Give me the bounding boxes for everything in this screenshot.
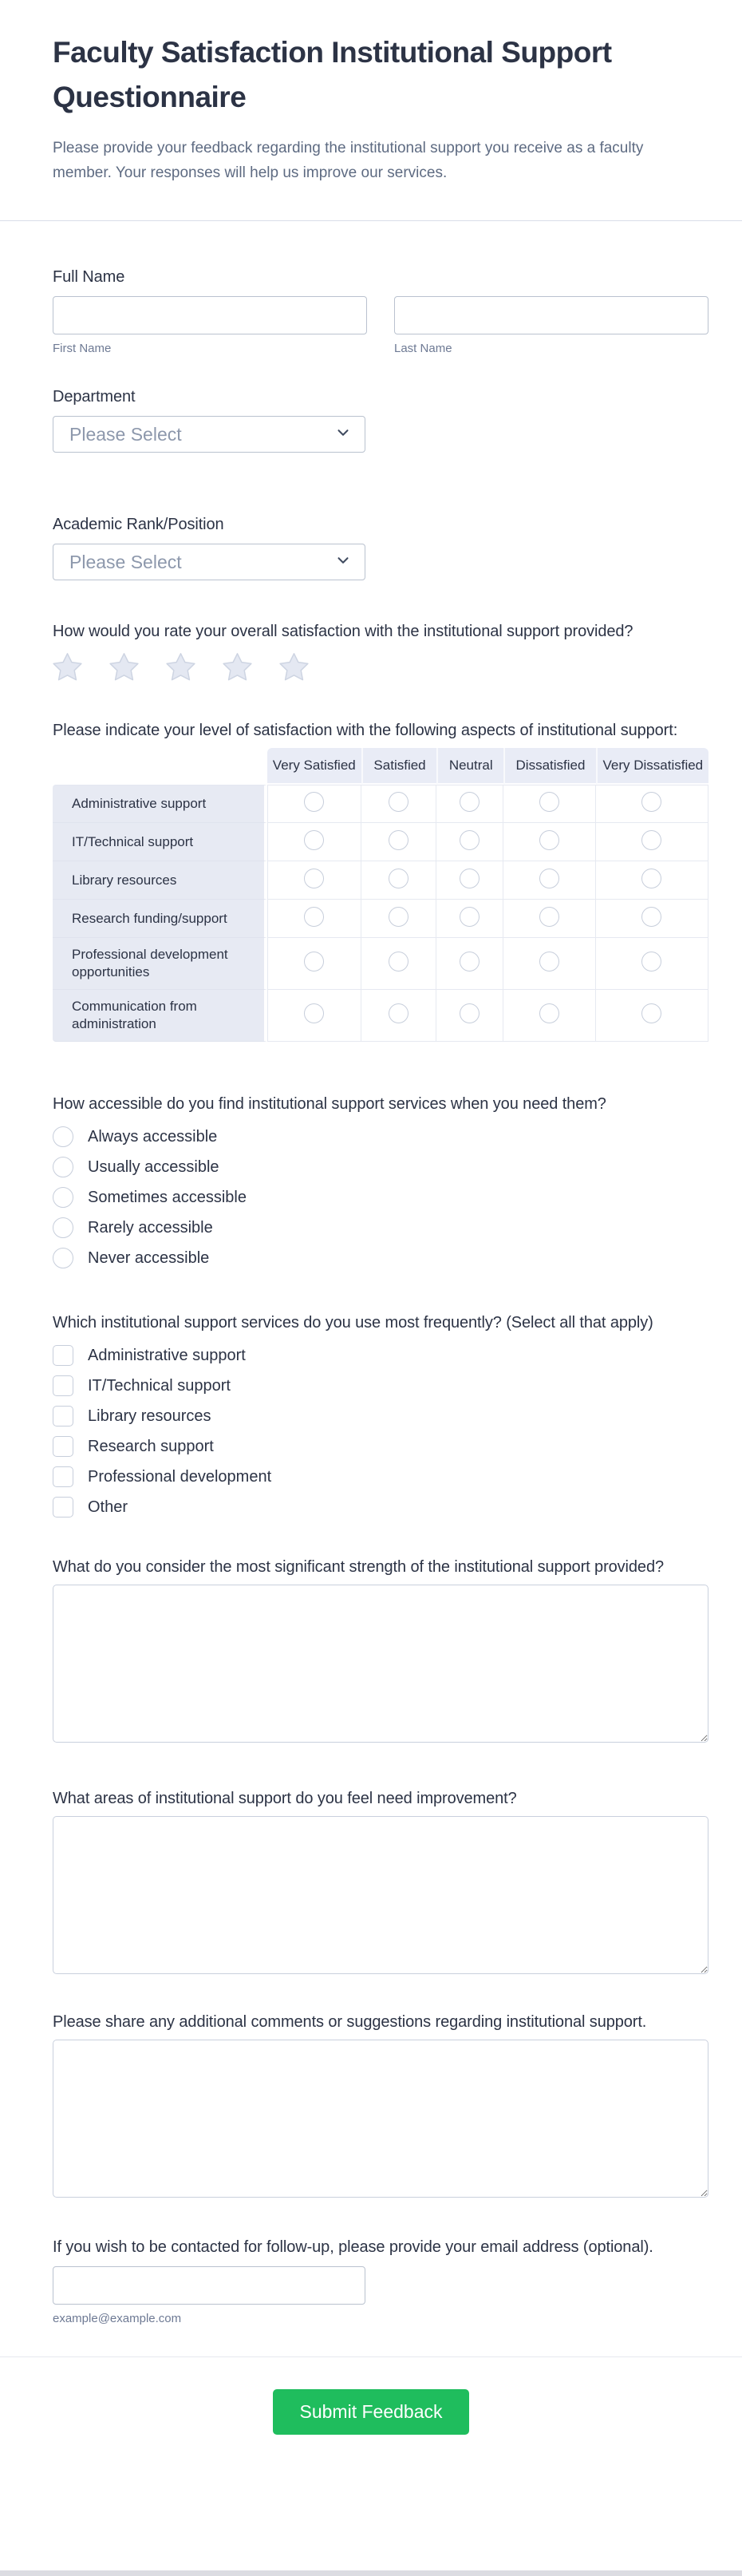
radio-icon[interactable]: [641, 907, 661, 927]
question-comments: [53, 2011, 707, 2198]
radio-icon[interactable]: [539, 869, 559, 888]
list-item[interactable]: [53, 1492, 707, 1522]
checkbox-icon[interactable]: [53, 1345, 73, 1366]
matrix-column-header: Dissatisfied: [503, 748, 595, 785]
radio-icon[interactable]: [460, 830, 480, 850]
radio-icon[interactable]: [53, 1217, 73, 1238]
matrix-corner-cell: [53, 748, 267, 785]
table-row: [53, 900, 708, 938]
satisfaction-matrix-table: [53, 748, 708, 1042]
radio-icon[interactable]: [389, 830, 408, 850]
academic-rank-label: Academic Rank/Position: [53, 516, 224, 533]
radio-icon[interactable]: [641, 830, 661, 850]
matrix-radio-cell[interactable]: [267, 785, 361, 823]
option-label[interactable]: Research support: [88, 1437, 214, 1455]
last-name-column: [394, 296, 708, 357]
table-row: [53, 785, 708, 823]
matrix-row-label: Communication from administration: [53, 990, 267, 1042]
checkbox-icon[interactable]: [53, 1375, 73, 1396]
matrix-radio-cell[interactable]: [436, 861, 503, 900]
email-sublabel: example@example.com: [53, 2312, 182, 2325]
matrix-radio-cell[interactable]: [596, 823, 708, 861]
radio-icon[interactable]: [389, 869, 408, 888]
matrix-radio-cell[interactable]: [436, 900, 503, 938]
radio-icon[interactable]: [539, 907, 559, 927]
question-satisfaction-matrix: [53, 719, 707, 1042]
academic-rank-select[interactable]: [53, 544, 365, 580]
email-field[interactable]: [53, 2266, 365, 2305]
matrix-row-label: IT/Technical support: [53, 823, 267, 861]
list-item[interactable]: [53, 1340, 707, 1371]
list-item[interactable]: [53, 1122, 707, 1152]
matrix-radio-cell[interactable]: [596, 990, 708, 1042]
department-label: Department: [53, 388, 136, 406]
form-body: [0, 221, 742, 2327]
matrix-radio-cell[interactable]: [436, 785, 503, 823]
radio-icon[interactable]: [460, 792, 480, 812]
radio-icon[interactable]: [539, 952, 559, 971]
overall-rating-label: How would you rate your overall satisfaction with the institutional support provided?: [53, 623, 633, 640]
radio-icon[interactable]: [539, 830, 559, 850]
radio-icon[interactable]: [460, 1003, 480, 1023]
accessibility-label: How accessible do you find institutional support services when you need them?: [53, 1095, 606, 1113]
form-title: Faculty Satisfaction Institutional Support Questionnaire: [53, 36, 612, 113]
strength-label: What do you consider the most significant strength of the institutional support provided?: [53, 1558, 664, 1576]
option-label[interactable]: Professional development: [88, 1467, 272, 1486]
table-row: [53, 823, 708, 861]
matrix-radio-cell[interactable]: [267, 823, 361, 861]
chevron-down-icon: [334, 552, 352, 573]
matrix-row-label: Library resources: [53, 861, 267, 900]
list-item[interactable]: [53, 1152, 707, 1182]
academic-rank-select-value: Please Select: [69, 551, 182, 572]
satisfaction-matrix-label: Please indicate your level of satisfaction with the following aspects of institutional support:: [53, 722, 678, 739]
radio-icon[interactable]: [304, 907, 324, 927]
table-row: [53, 861, 708, 900]
matrix-radio-cell[interactable]: [361, 861, 436, 900]
option-label[interactable]: Other: [88, 1498, 128, 1516]
radio-icon[interactable]: [53, 1157, 73, 1177]
question-academic-rank: [53, 513, 707, 580]
radio-icon[interactable]: [641, 952, 661, 971]
radio-icon[interactable]: [53, 1248, 73, 1268]
option-label[interactable]: Library resources: [88, 1407, 211, 1425]
option-label[interactable]: IT/Technical support: [88, 1376, 231, 1395]
question-full-name: [53, 266, 707, 357]
department-select[interactable]: [53, 416, 365, 453]
option-label[interactable]: Rarely accessible: [88, 1218, 213, 1237]
checkbox-icon[interactable]: [53, 1497, 73, 1518]
satisfaction-matrix-table-wrap: [53, 748, 707, 1042]
matrix-radio-cell[interactable]: [361, 938, 436, 990]
checkbox-icon[interactable]: [53, 1406, 73, 1426]
question-email: [53, 2236, 707, 2327]
star-icon[interactable]: [279, 652, 309, 681]
matrix-column-header: Very Satisfied: [267, 748, 361, 785]
radio-icon[interactable]: [304, 869, 324, 888]
matrix-radio-cell[interactable]: [596, 785, 708, 823]
matrix-radio-cell[interactable]: [436, 823, 503, 861]
star-icon[interactable]: [109, 652, 139, 681]
matrix-radio-cell[interactable]: [267, 938, 361, 990]
matrix-radio-cell[interactable]: [503, 823, 595, 861]
department-select-value: Please Select: [69, 423, 182, 445]
checkbox-icon[interactable]: [53, 1466, 73, 1487]
matrix-row-label: Professional development opportunities: [53, 938, 267, 990]
first-name-input[interactable]: [53, 296, 367, 334]
matrix-radio-cell[interactable]: [361, 900, 436, 938]
list-item[interactable]: [53, 1213, 707, 1243]
matrix-radio-cell[interactable]: [436, 990, 503, 1042]
radio-icon[interactable]: [304, 830, 324, 850]
radio-icon[interactable]: [641, 1003, 661, 1023]
form-subtitle: Please provide your feedback regarding the institutional support you receive as a faculty member. Your responses will help us improve our services.: [53, 140, 644, 181]
radio-icon[interactable]: [389, 907, 408, 927]
question-strength: [53, 1556, 707, 1743]
matrix-radio-cell[interactable]: [503, 938, 595, 990]
question-services-used: [53, 1312, 707, 1522]
star-icon[interactable]: [53, 652, 82, 681]
matrix-radio-cell[interactable]: [361, 785, 436, 823]
services-used-label: Which institutional support services do you use most frequently? (Select all that apply): [53, 1314, 653, 1332]
matrix-radio-cell[interactable]: [596, 861, 708, 900]
option-label[interactable]: Sometimes accessible: [88, 1188, 247, 1206]
list-item[interactable]: [53, 1401, 707, 1431]
matrix-radio-cell[interactable]: [436, 938, 503, 990]
improvement-label: What areas of institutional support do you feel need improvement?: [53, 1790, 517, 1807]
radio-icon[interactable]: [460, 952, 480, 971]
matrix-radio-cell[interactable]: [267, 990, 361, 1042]
star-icon[interactable]: [166, 652, 195, 681]
question-department: [53, 386, 707, 453]
radio-icon[interactable]: [539, 1003, 559, 1023]
list-item[interactable]: [53, 1462, 707, 1492]
radio-icon[interactable]: [389, 792, 408, 812]
matrix-column-header: Very Dissatisfied: [596, 748, 708, 785]
question-overall-rating: [53, 620, 707, 681]
strength-textarea[interactable]: [53, 1585, 708, 1743]
matrix-radio-cell[interactable]: [503, 861, 595, 900]
email-label: If you wish to be contacted for follow-up, please provide your email address (optional).: [53, 2238, 653, 2256]
matrix-row-label: Research funding/support: [53, 900, 267, 938]
matrix-radio-cell[interactable]: [596, 900, 708, 938]
accessibility-options: [53, 1122, 707, 1273]
chevron-down-icon: [334, 424, 352, 445]
last-name-sublabel: Last Name: [394, 342, 452, 355]
list-item[interactable]: [53, 1182, 707, 1213]
services-used-options: [53, 1340, 707, 1522]
question-improvement: [53, 1787, 707, 1974]
list-item[interactable]: [53, 1243, 707, 1273]
page-bottom-strip: [0, 2570, 742, 2576]
improvement-textarea[interactable]: [53, 1816, 708, 1974]
submit-feedback-button[interactable]: Submit Feedback: [273, 2389, 470, 2435]
radio-icon[interactable]: [460, 907, 480, 927]
table-row: [53, 990, 708, 1042]
first-name-column: [53, 296, 367, 357]
matrix-radio-cell[interactable]: [503, 785, 595, 823]
form-header: [0, 0, 742, 221]
radio-icon[interactable]: [53, 1187, 73, 1208]
radio-icon[interactable]: [389, 1003, 408, 1023]
radio-icon[interactable]: [641, 869, 661, 888]
option-label[interactable]: Administrative support: [88, 1346, 246, 1364]
matrix-radio-cell[interactable]: [267, 900, 361, 938]
matrix-column-header: Satisfied: [361, 748, 436, 785]
first-name-sublabel: First Name: [53, 342, 112, 355]
form-footer: [0, 2357, 742, 2570]
radio-icon[interactable]: [304, 952, 324, 971]
last-name-input[interactable]: [394, 296, 708, 334]
radio-icon[interactable]: [539, 792, 559, 812]
comments-textarea[interactable]: [53, 2040, 708, 2198]
radio-icon[interactable]: [304, 792, 324, 812]
full-name-inputs: [53, 296, 707, 357]
star-icon[interactable]: [223, 652, 252, 681]
table-row: [53, 938, 708, 990]
comments-label: Please share any additional comments or suggestions regarding institutional support.: [53, 2013, 647, 2031]
matrix-radio-cell[interactable]: [361, 823, 436, 861]
option-label[interactable]: Never accessible: [88, 1248, 210, 1267]
matrix-radio-cell[interactable]: [503, 900, 595, 938]
star-rating: [53, 652, 707, 681]
question-accessibility: [53, 1093, 707, 1273]
checkbox-icon[interactable]: [53, 1436, 73, 1457]
radio-icon[interactable]: [641, 792, 661, 812]
option-label[interactable]: Usually accessible: [88, 1157, 219, 1176]
matrix-radio-cell[interactable]: [267, 861, 361, 900]
option-label[interactable]: Always accessible: [88, 1127, 218, 1146]
list-item[interactable]: [53, 1431, 707, 1462]
radio-icon[interactable]: [460, 869, 480, 888]
matrix-row-label: Administrative support: [53, 785, 267, 823]
radio-icon[interactable]: [304, 1003, 324, 1023]
matrix-radio-cell[interactable]: [503, 990, 595, 1042]
matrix-radio-cell[interactable]: [596, 938, 708, 990]
full-name-label: Full Name: [53, 268, 125, 286]
radio-icon[interactable]: [53, 1126, 73, 1147]
radio-icon[interactable]: [389, 952, 408, 971]
matrix-radio-cell[interactable]: [361, 990, 436, 1042]
list-item[interactable]: [53, 1371, 707, 1401]
matrix-column-header: Neutral: [436, 748, 503, 785]
